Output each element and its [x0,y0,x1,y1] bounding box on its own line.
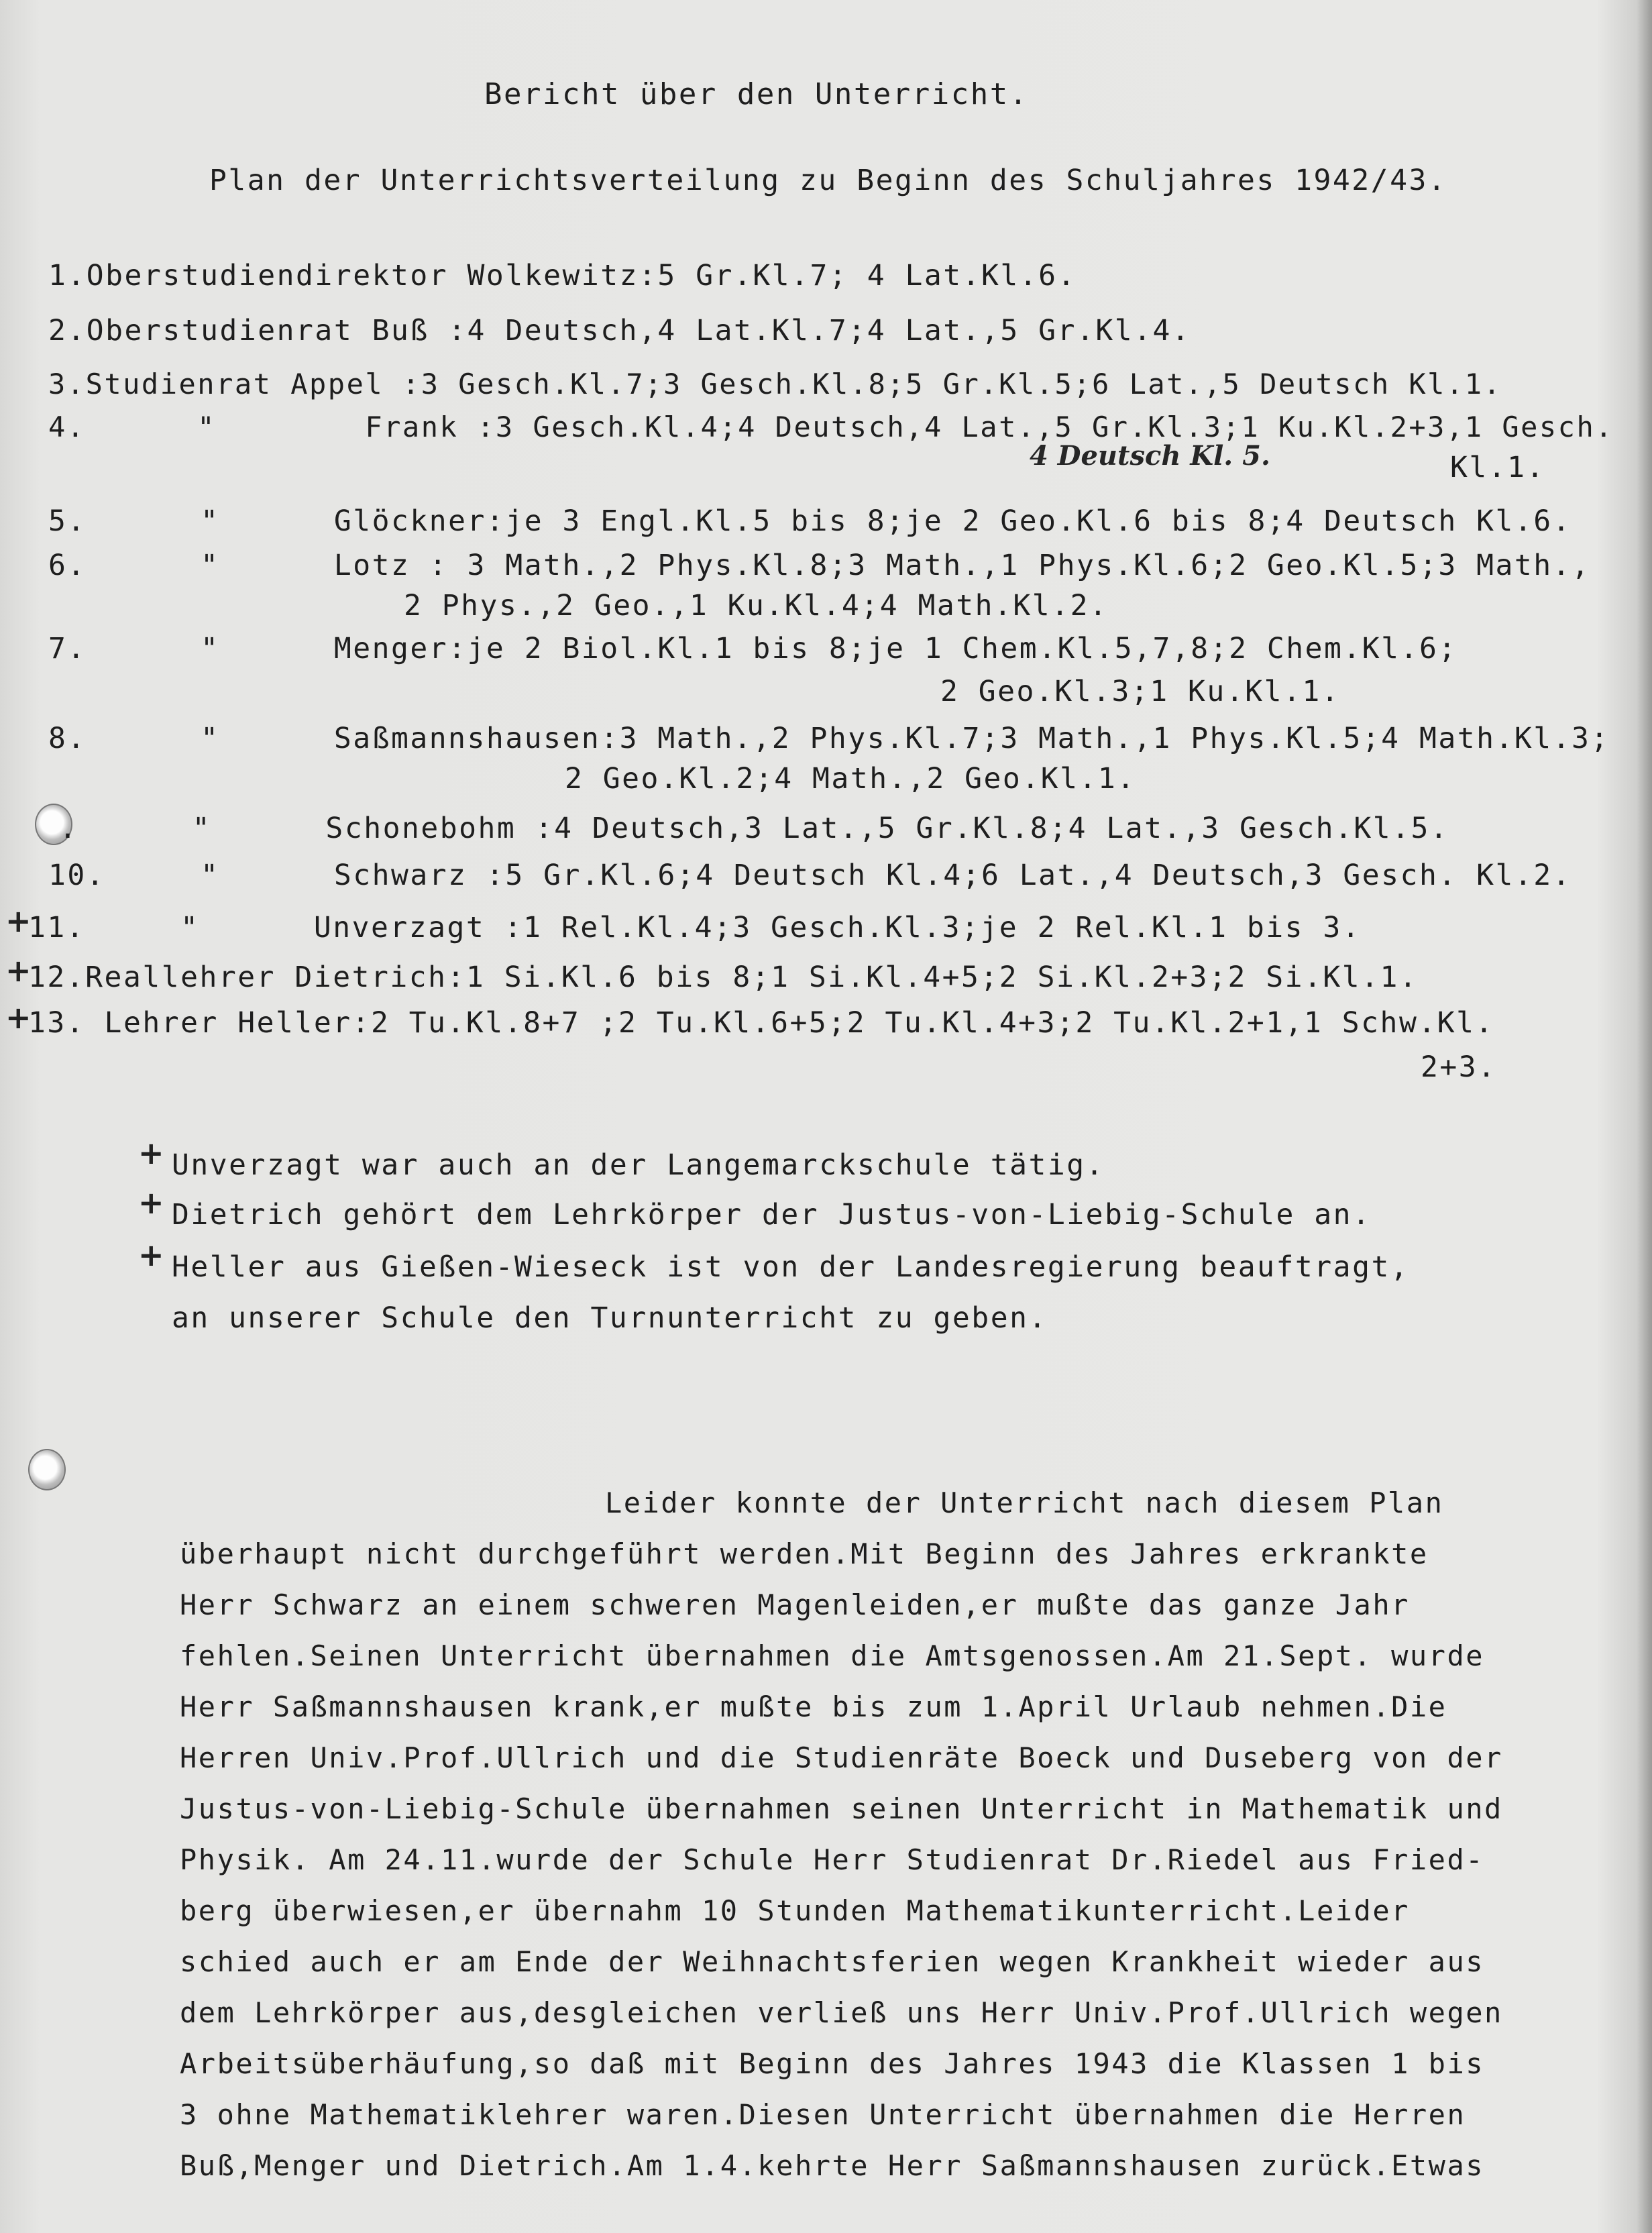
cross-mark: + [5,903,32,939]
paragraph-line: überhaupt nicht durchgeführt werden.Mit Beginn des Jahres erkrankte [180,1537,1429,1570]
entry-line: 7. " Menger:je 2 Biol.Kl.1 bis 8;je 1 Chem.Kl.5,7,8;2 Chem.Kl.6; [48,632,1457,665]
entry-line: 3.Studienrat Appel :3 Gesch.Kl.7;3 Gesch.Kl.8;5 Gr.Kl.5;6 Lat.,5 Deutsch Kl.1. [48,368,1502,400]
entry-line: 2 Geo.Kl.3;1 Ku.Kl.1. [940,675,1341,708]
cross-mark: + [138,1185,164,1221]
paragraph-line: Buß,Menger und Dietrich.Am 1.4.kehrte Herr Saßmannshausen zurück.Etwas [180,2149,1485,2182]
entry-line: 10. " Schwarz :5 Gr.Kl.6;4 Deutsch Kl.4;6 Lat.,4 Deutsch,3 Gesch. Kl.2. [48,859,1572,892]
paragraph-line: 3 ohne Mathematiklehrer waren.Diesen Unterricht übernahmen die Herren [180,2098,1466,2131]
footnote: an unserer Schule den Turnunterricht zu geben. [172,1301,1048,1335]
paragraph-line: Physik. Am 24.11.wurde der Schule Herr Studienrat Dr.Riedel aus Fried- [180,1843,1485,1876]
paragraph-line: Justus-von-Liebig-Schule übernahmen seinen Unterricht in Mathematik und [180,1792,1503,1825]
entry-line: 2 Geo.Kl.2;4 Math.,2 Geo.Kl.1. [565,762,1136,796]
cross-mark: + [138,1237,164,1273]
footnote: Heller aus Gießen-Wieseck ist von der Landesregierung beauftragt, [172,1250,1410,1284]
entry-line: 12.Reallehrer Dietrich:1 Si.Kl.6 bis 8;1 Si.Kl.4+5;2 Si.Kl.2+3;2 Si.Kl.1. [28,961,1419,994]
footnote: Unverzagt war auch an der Langemarckschule tätig. [172,1148,1105,1182]
paragraph-line: schied auch er am Ende der Weihnachtsferien wegen Krankheit wieder aus [180,1945,1485,1978]
paragraph-line: Herr Saßmannshausen krank,er mußte bis zum 1.April Urlaub nehmen.Die [180,1690,1447,1723]
entry-line: 13. Lehrer Heller:2 Tu.Kl.8+7 ;2 Tu.Kl.6+5;2 Tu.Kl.4+3;2 Tu.Kl.2+1,1 Schw.Kl. [28,1006,1494,1040]
footnote: Dietrich gehört dem Lehrkörper der Justus-von-Liebig-Schule an. [172,1198,1372,1232]
entry-line: 2+3. [1421,1050,1497,1084]
entry-line: 5. " Glöckner:je 3 Engl.Kl.5 bis 8;je 2 Geo.Kl.6 bis 8;4 Deutsch Kl.6. [48,504,1572,538]
paragraph-line: berg überwiesen,er übernahm 10 Stunden Mathematikunterricht.Leider [180,1894,1410,1927]
punch-hole-bottom [28,1449,66,1490]
report-subtitle: Plan der Unterrichtsverteilung zu Beginn des Schuljahres 1942/43. [209,164,1447,197]
paragraph-line: Herr Schwarz an einem schweren Magenleiden,er mußte das ganze Jahr [180,1588,1410,1621]
entry-line: 8. " Saßmannshausen:3 Math.,2 Phys.Kl.7;3 Math.,1 Phys.Kl.5;4 Math.Kl.3; [48,722,1610,755]
paragraph-line: fehlen.Seinen Unterricht übernahmen die Amtsgenossen.Am 21.Sept. wurde [180,1639,1485,1672]
entry-line: . " Schonebohm :4 Deutsch,3 Lat.,5 Gr.Kl.8;4 Lat.,3 Gesch.Kl.5. [59,812,1449,845]
entry-line: 4. " Frank :3 Gesch.Kl.4;4 Deutsch,4 Lat.,5 Gr.Kl.3;1 Ku.Kl.2+3,1 Gesch. [48,411,1614,443]
entry-line: Kl.1. [1450,451,1545,484]
paragraph-line: Herren Univ.Prof.Ullrich und die Studienräte Boeck und Duseberg von der [180,1741,1503,1774]
report-title: Bericht über den Unterricht. [484,77,1029,111]
cross-mark: + [138,1135,164,1171]
entry-line: 1.Oberstudiendirektor Wolkewitz:5 Gr.Kl.7; 4 Lat.Kl.6. [48,259,1077,292]
paragraph-line: Arbeitsüberhäufung,so daß mit Beginn des Jahres 1943 die Klassen 1 bis [180,2047,1485,2080]
paragraph-line: dem Lehrkörper aus,desgleichen verließ uns Herr Univ.Prof.Ullrich wegen [180,1996,1503,2029]
entry-line: 11. " Unverzagt :1 Rel.Kl.4;3 Gesch.Kl.3;je 2 Rel.Kl.1 bis 3. [28,911,1362,944]
entry-line: 2.Oberstudienrat Buß :4 Deutsch,4 Lat.Kl.7;4 Lat.,5 Gr.Kl.4. [48,314,1191,347]
handwritten-note: 4 Deutsch Kl. 5. [1030,440,1270,472]
paragraph-line: Leider konnte der Unterricht nach diesem Plan [605,1486,1444,1519]
entry-line: 2 Phys.,2 Geo.,1 Ku.Kl.4;4 Math.Kl.2. [404,589,1109,622]
cross-mark: + [5,999,32,1036]
entry-line: 6. " Lotz : 3 Math.,2 Phys.Kl.8;3 Math.,1 Phys.Kl.6;2 Geo.Kl.5;3 Math., [48,549,1591,582]
cross-mark: + [5,952,32,989]
